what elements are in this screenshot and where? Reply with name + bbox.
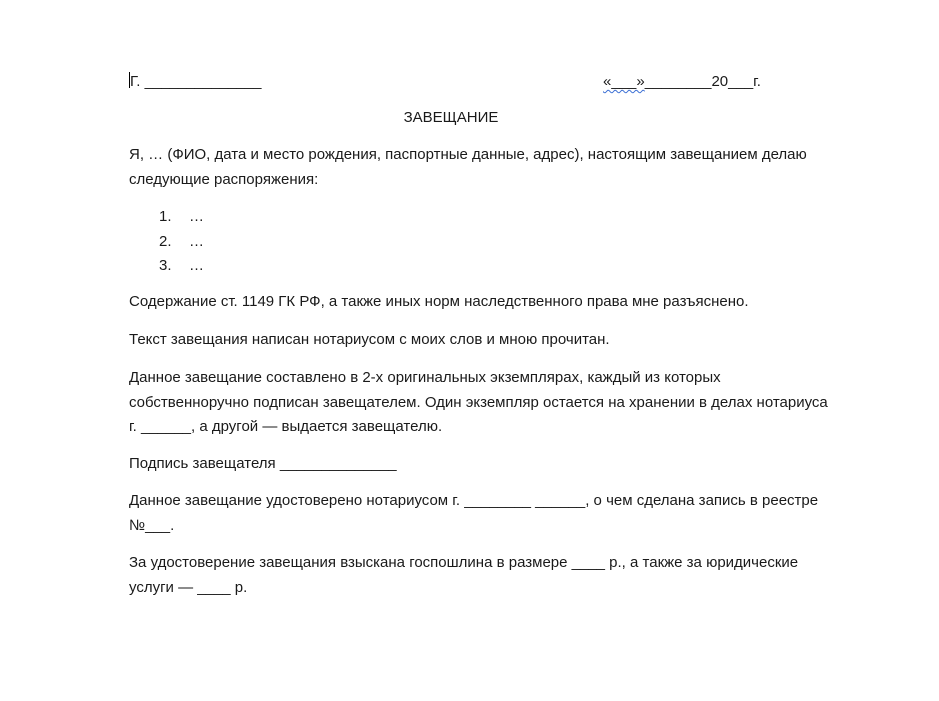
fee-line-2: услуги — ____ р. (129, 578, 248, 596)
document-title: ЗАВЕЩАНИЕ (403, 109, 499, 126)
intro-line-1: Я, … (ФИО, дата и место рождения, паспортные данные, адрес), настоящим завещанием делаю (129, 146, 807, 163)
city-line (129, 72, 261, 92)
article-paragraph: Содержание ст. 1149 ГК РФ, а также иных норм наследственного права мне разъяснено. (129, 293, 749, 310)
written-paragraph: Текст завещания написан нотариусом с моих слов и мною прочитан. (129, 331, 610, 348)
list-item (159, 254, 204, 279)
dispositions-list (159, 205, 204, 279)
list-item (159, 230, 204, 255)
list-item-text: … (189, 257, 204, 274)
list-item (159, 205, 204, 230)
copies-paragraph (129, 366, 919, 440)
city-text: Г. ______________ (130, 73, 262, 90)
intro-paragraph (129, 143, 919, 192)
list-item-number: 1. (159, 208, 172, 225)
list-item-number: 3. (159, 257, 172, 274)
list-item-text: … (189, 232, 204, 250)
certified-paragraph (129, 489, 919, 538)
date-month-year-placeholder: ________20___г. (644, 73, 761, 90)
date-day-placeholder: «___» (603, 73, 645, 90)
list-item-text: … (189, 208, 204, 225)
signature-line: Подпись завещателя ______________ (129, 455, 397, 472)
intro-line-2: следующие распоряжения: (129, 170, 319, 188)
copies-line-1: Данное завещание составлено в 2-х оригинальных экземплярах, каждый из которых (129, 369, 721, 386)
copies-line-3: г. ______, а другой — выдается завещателю. (129, 418, 443, 435)
fee-paragraph (129, 551, 919, 600)
certified-line-2: №___. (129, 516, 175, 534)
list-item-number: 2. (159, 232, 172, 250)
document-header (129, 72, 829, 92)
date-line (603, 72, 761, 92)
fee-line-1: За удостоверение завещания взыскана госпошлина в размере ____ р., а также за юридические (129, 554, 799, 571)
copies-line-2: собственноручно подписан завещателем. Один экземпляр остается на хранении в делах нотариуса (129, 393, 828, 411)
certified-line-1: Данное завещание удостоверено нотариусом г. ________ ______, о чем сделана запись в реестре (129, 492, 819, 509)
